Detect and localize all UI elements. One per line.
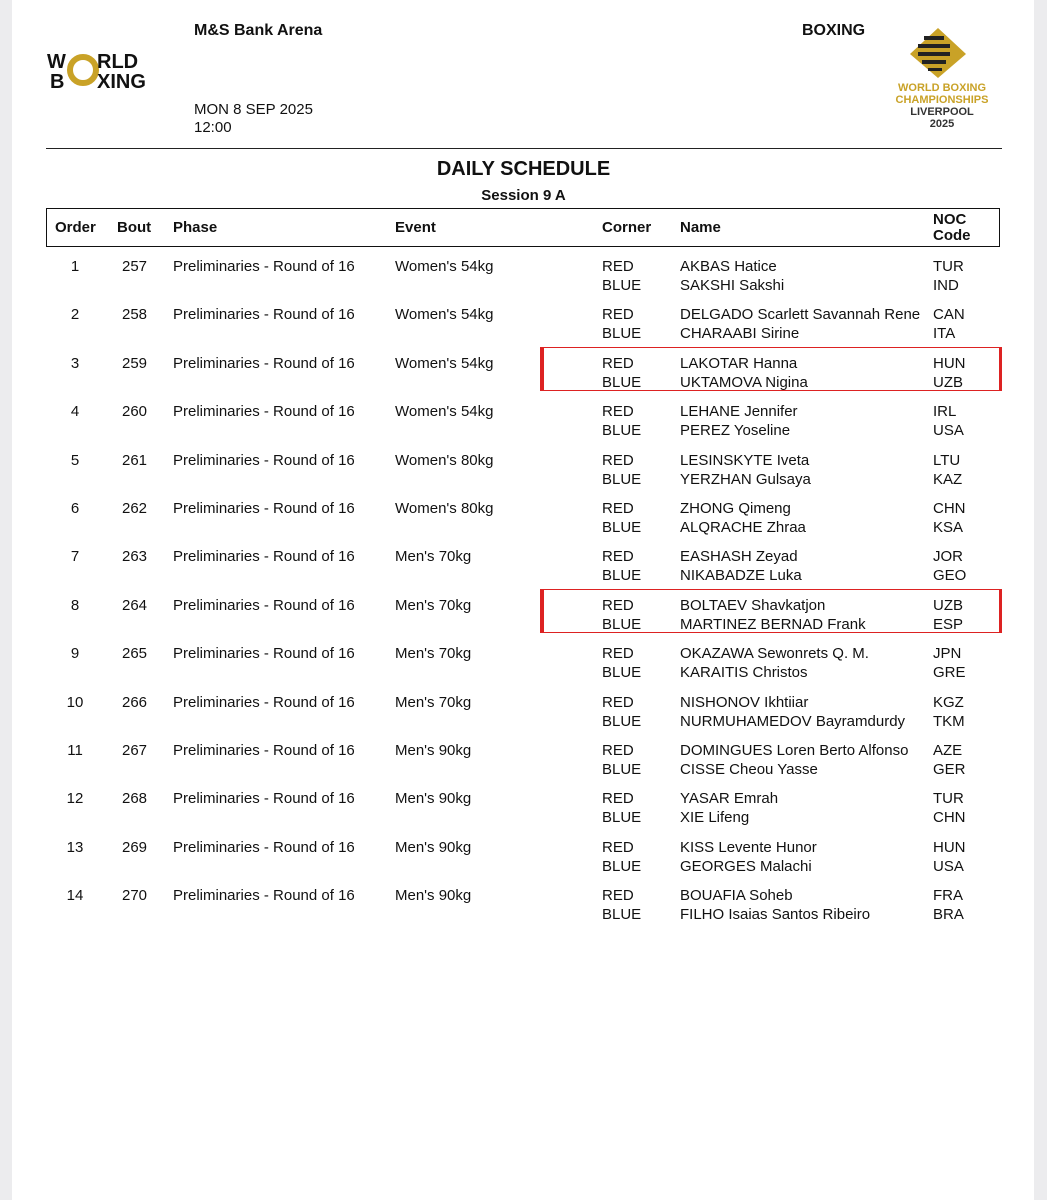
cell-corner-red: RED bbox=[602, 355, 634, 372]
cell-noc-blue: GEO bbox=[933, 567, 967, 584]
cell-phase: Preliminaries - Round of 16 bbox=[173, 403, 355, 420]
cell-name-red: YASAR Emrah bbox=[680, 790, 779, 807]
cell-noc-blue: USA bbox=[933, 858, 964, 875]
cell-order: 11 bbox=[67, 742, 83, 759]
cell-order: 9 bbox=[70, 645, 80, 662]
cell-noc-red: FRA bbox=[933, 887, 963, 904]
cell-noc-blue: UZB bbox=[933, 374, 963, 391]
table-row bbox=[0, 838, 1047, 878]
cell-name-blue: PEREZ Yoseline bbox=[680, 422, 791, 439]
cell-bout: 267 bbox=[122, 742, 148, 759]
cell-bout: 263 bbox=[122, 548, 148, 565]
cell-order: 1 bbox=[70, 258, 80, 275]
cell-name-blue: YERZHAN Gulsaya bbox=[680, 471, 811, 488]
cell-noc-blue: ESP bbox=[933, 616, 964, 633]
cell-phase: Preliminaries - Round of 16 bbox=[173, 887, 355, 904]
cell-corner-red: RED bbox=[602, 839, 634, 856]
cell-order: 8 bbox=[70, 597, 80, 614]
cell-corner-red: RED bbox=[602, 500, 634, 517]
cell-bout: 266 bbox=[122, 694, 148, 711]
cell-order: 10 bbox=[66, 694, 84, 711]
document-title: DAILY SCHEDULE bbox=[436, 158, 611, 180]
cell-corner-red: RED bbox=[602, 258, 634, 275]
cell-phase: Preliminaries - Round of 16 bbox=[173, 790, 355, 807]
cell-event: Women's 54kg bbox=[395, 403, 494, 420]
cell-name-blue: UKTAMOVA Nigina bbox=[680, 374, 808, 391]
cell-phase: Preliminaries - Round of 16 bbox=[173, 597, 355, 614]
cell-bout: 257 bbox=[122, 258, 148, 275]
cell-phase: Preliminaries - Round of 16 bbox=[173, 645, 355, 662]
cell-corner-red: RED bbox=[602, 548, 634, 565]
cell-corner-blue: BLUE bbox=[602, 374, 642, 391]
cell-noc-red: AZE bbox=[933, 742, 963, 759]
cell-noc-red: KGZ bbox=[933, 694, 964, 711]
world-boxing-logo bbox=[47, 50, 171, 92]
col-name: Name bbox=[680, 219, 721, 236]
cell-order: 5 bbox=[70, 452, 80, 469]
cell-noc-red: TUR bbox=[933, 258, 964, 275]
cell-name-blue: FILHO Isaias Santos Ribeiro bbox=[680, 906, 871, 923]
cell-name-red: BOUAFIA Soheb bbox=[680, 887, 793, 904]
cell-noc-blue: CHN bbox=[933, 809, 966, 826]
cell-bout: 258 bbox=[122, 306, 148, 323]
cell-event: Men's 90kg bbox=[395, 887, 472, 904]
cell-bout: 261 bbox=[122, 452, 148, 469]
cell-bout: 262 bbox=[122, 500, 148, 517]
cell-noc-red: HUN bbox=[933, 355, 966, 372]
cell-order: 3 bbox=[70, 355, 80, 372]
cell-noc-red: IRL bbox=[933, 403, 957, 420]
cell-phase: Preliminaries - Round of 16 bbox=[173, 839, 355, 856]
col-phase: Phase bbox=[173, 219, 218, 236]
svg-text:W: W bbox=[47, 51, 66, 73]
table-row bbox=[0, 789, 1047, 829]
table-row bbox=[0, 693, 1047, 733]
cell-corner-blue: BLUE bbox=[602, 325, 642, 342]
cell-event: Men's 90kg bbox=[395, 742, 472, 759]
championship-logo-text bbox=[884, 82, 1000, 130]
cell-corner-red: RED bbox=[602, 452, 634, 469]
cell-noc-red: CHN bbox=[933, 500, 966, 517]
champ-line-2: CHAMPIONSHIPS bbox=[895, 94, 989, 106]
cell-name-red: LEHANE Jennifer bbox=[680, 403, 798, 420]
cell-bout: 268 bbox=[122, 790, 148, 807]
cell-corner-blue: BLUE bbox=[602, 567, 642, 584]
cell-corner-red: RED bbox=[602, 887, 634, 904]
cell-event: Women's 80kg bbox=[395, 500, 494, 517]
col-corner: Corner bbox=[602, 219, 652, 236]
cell-phase: Preliminaries - Round of 16 bbox=[173, 742, 355, 759]
col-order: Order bbox=[55, 219, 96, 236]
champ-line-3: LIVERPOOL bbox=[910, 106, 974, 118]
cell-event: Men's 70kg bbox=[395, 645, 472, 662]
cell-noc-red: TUR bbox=[933, 790, 964, 807]
cell-event: Men's 90kg bbox=[395, 790, 472, 807]
cell-bout: 270 bbox=[122, 887, 148, 904]
table-row bbox=[0, 354, 1047, 394]
table-row bbox=[0, 499, 1047, 539]
table-row bbox=[0, 596, 1047, 636]
session-time: 12:00 bbox=[194, 119, 232, 136]
cell-name-red: LESINSKYTE Iveta bbox=[680, 452, 810, 469]
col-bout: Bout bbox=[117, 219, 152, 236]
cell-name-blue: MARTINEZ BERNAD Frank bbox=[680, 616, 866, 633]
cell-name-blue: GEORGES Malachi bbox=[680, 858, 812, 875]
cell-corner-blue: BLUE bbox=[602, 858, 642, 875]
cell-phase: Preliminaries - Round of 16 bbox=[173, 355, 355, 372]
col-noc-line2: Code bbox=[933, 227, 971, 244]
cell-name-blue: ALQRACHE Zhraa bbox=[680, 519, 806, 536]
cell-name-red: NISHONOV Ikhtiiar bbox=[680, 694, 809, 711]
cell-order: 12 bbox=[66, 790, 84, 807]
cell-corner-red: RED bbox=[602, 403, 634, 420]
cell-corner-blue: BLUE bbox=[602, 664, 642, 681]
table-row bbox=[0, 644, 1047, 684]
cell-name-red: LAKOTAR Hanna bbox=[680, 355, 798, 372]
cell-noc-red: LTU bbox=[933, 452, 961, 469]
cell-bout: 265 bbox=[122, 645, 148, 662]
session-date: MON 8 SEP 2025 bbox=[194, 101, 313, 118]
cell-name-red: DELGADO Scarlett Savannah Rene bbox=[680, 306, 921, 323]
cell-name-red: KISS Levente Hunor bbox=[680, 839, 817, 856]
cell-noc-blue: USA bbox=[933, 422, 964, 439]
cell-event: Women's 54kg bbox=[395, 355, 494, 372]
cell-name-blue: SAKSHI Sakshi bbox=[680, 277, 785, 294]
cell-name-blue: KARAITIS Christos bbox=[680, 664, 808, 681]
col-noc bbox=[933, 212, 971, 244]
cell-corner-blue: BLUE bbox=[602, 471, 642, 488]
table-row bbox=[0, 741, 1047, 781]
cell-name-red: DOMINGUES Loren Berto Alfonso bbox=[680, 742, 909, 759]
cell-corner-blue: BLUE bbox=[602, 713, 642, 730]
session-datetime bbox=[194, 101, 313, 137]
cell-event: Men's 70kg bbox=[395, 694, 472, 711]
cell-phase: Preliminaries - Round of 16 bbox=[173, 306, 355, 323]
svg-text:XING: XING bbox=[97, 71, 146, 92]
cell-bout: 269 bbox=[122, 839, 148, 856]
venue-name: M&S Bank Arena bbox=[194, 22, 323, 39]
cell-noc-blue: GER bbox=[933, 761, 966, 778]
cell-corner-blue: BLUE bbox=[602, 906, 642, 923]
cell-phase: Preliminaries - Round of 16 bbox=[173, 548, 355, 565]
cell-corner-red: RED bbox=[602, 790, 634, 807]
table-row bbox=[0, 305, 1047, 345]
cell-event: Men's 70kg bbox=[395, 548, 472, 565]
col-event: Event bbox=[395, 219, 436, 236]
cell-event: Women's 54kg bbox=[395, 258, 494, 275]
svg-text:RLD: RLD bbox=[97, 51, 139, 73]
cell-name-red: ZHONG Qimeng bbox=[680, 500, 791, 517]
cell-noc-red: HUN bbox=[933, 839, 966, 856]
table-row bbox=[0, 547, 1047, 587]
cell-phase: Preliminaries - Round of 16 bbox=[173, 694, 355, 711]
cell-corner-blue: BLUE bbox=[602, 277, 642, 294]
cell-name-blue: XIE Lifeng bbox=[680, 809, 750, 826]
cell-corner-red: RED bbox=[602, 597, 634, 614]
cell-noc-blue: KSA bbox=[933, 519, 964, 536]
cell-name-blue: NIKABADZE Luka bbox=[680, 567, 802, 584]
cell-order: 6 bbox=[70, 500, 80, 517]
cell-corner-blue: BLUE bbox=[602, 519, 642, 536]
cell-order: 4 bbox=[70, 403, 80, 420]
svg-text:B: B bbox=[50, 71, 65, 92]
cell-name-blue: CHARAABI Sirine bbox=[680, 325, 800, 342]
cell-name-blue: CISSE Cheou Yasse bbox=[680, 761, 818, 778]
sport-name: BOXING bbox=[802, 22, 866, 39]
cell-noc-red: JOR bbox=[933, 548, 963, 565]
cell-name-blue: NURMUHAMEDOV Bayramdurdy bbox=[680, 713, 906, 730]
cell-name-red: BOLTAEV Shavkatjon bbox=[680, 597, 826, 614]
cell-noc-blue: KAZ bbox=[933, 471, 963, 488]
cell-name-red: AKBAS Hatice bbox=[680, 258, 777, 275]
table-row bbox=[0, 257, 1047, 297]
col-noc-line1: NOC bbox=[933, 211, 967, 228]
cell-name-red: OKAZAWA Sewonrets Q. M. bbox=[680, 645, 869, 662]
cell-bout: 260 bbox=[122, 403, 148, 420]
cell-phase: Preliminaries - Round of 16 bbox=[173, 500, 355, 517]
champ-line-4: 2025 bbox=[929, 118, 955, 130]
cell-noc-blue: BRA bbox=[933, 906, 964, 923]
cell-phase: Preliminaries - Round of 16 bbox=[173, 258, 355, 275]
champ-line-1: WORLD BOXING bbox=[898, 82, 986, 94]
cell-noc-red: UZB bbox=[933, 597, 963, 614]
cell-corner-blue: BLUE bbox=[602, 809, 642, 826]
cell-corner-red: RED bbox=[602, 694, 634, 711]
cell-event: Women's 80kg bbox=[395, 452, 494, 469]
cell-order: 13 bbox=[66, 839, 84, 856]
cell-event: Men's 70kg bbox=[395, 597, 472, 614]
cell-name-red: EASHASH Zeyad bbox=[680, 548, 798, 565]
cell-corner-red: RED bbox=[602, 645, 634, 662]
header-divider bbox=[46, 148, 1002, 149]
cell-bout: 259 bbox=[122, 355, 148, 372]
cell-noc-blue: IND bbox=[933, 277, 959, 294]
table-row bbox=[0, 402, 1047, 442]
table-row bbox=[0, 451, 1047, 491]
cell-noc-red: CAN bbox=[933, 306, 965, 323]
cell-order: 7 bbox=[70, 548, 80, 565]
cell-corner-blue: BLUE bbox=[602, 761, 642, 778]
cell-event: Men's 90kg bbox=[395, 839, 472, 856]
session-label: Session 9 A bbox=[481, 187, 566, 204]
cell-corner-blue: BLUE bbox=[602, 616, 642, 633]
cell-event: Women's 54kg bbox=[395, 306, 494, 323]
cell-order: 2 bbox=[70, 306, 80, 323]
table-row bbox=[0, 886, 1047, 926]
cell-corner-red: RED bbox=[602, 306, 634, 323]
cell-phase: Preliminaries - Round of 16 bbox=[173, 452, 355, 469]
cell-noc-blue: GRE bbox=[933, 664, 966, 681]
cell-noc-blue: ITA bbox=[933, 325, 956, 342]
cell-corner-blue: BLUE bbox=[602, 422, 642, 439]
cell-noc-blue: TKM bbox=[933, 713, 965, 730]
cell-bout: 264 bbox=[122, 597, 148, 614]
cell-noc-red: JPN bbox=[933, 645, 962, 662]
cell-corner-red: RED bbox=[602, 742, 634, 759]
cell-order: 14 bbox=[66, 887, 84, 904]
